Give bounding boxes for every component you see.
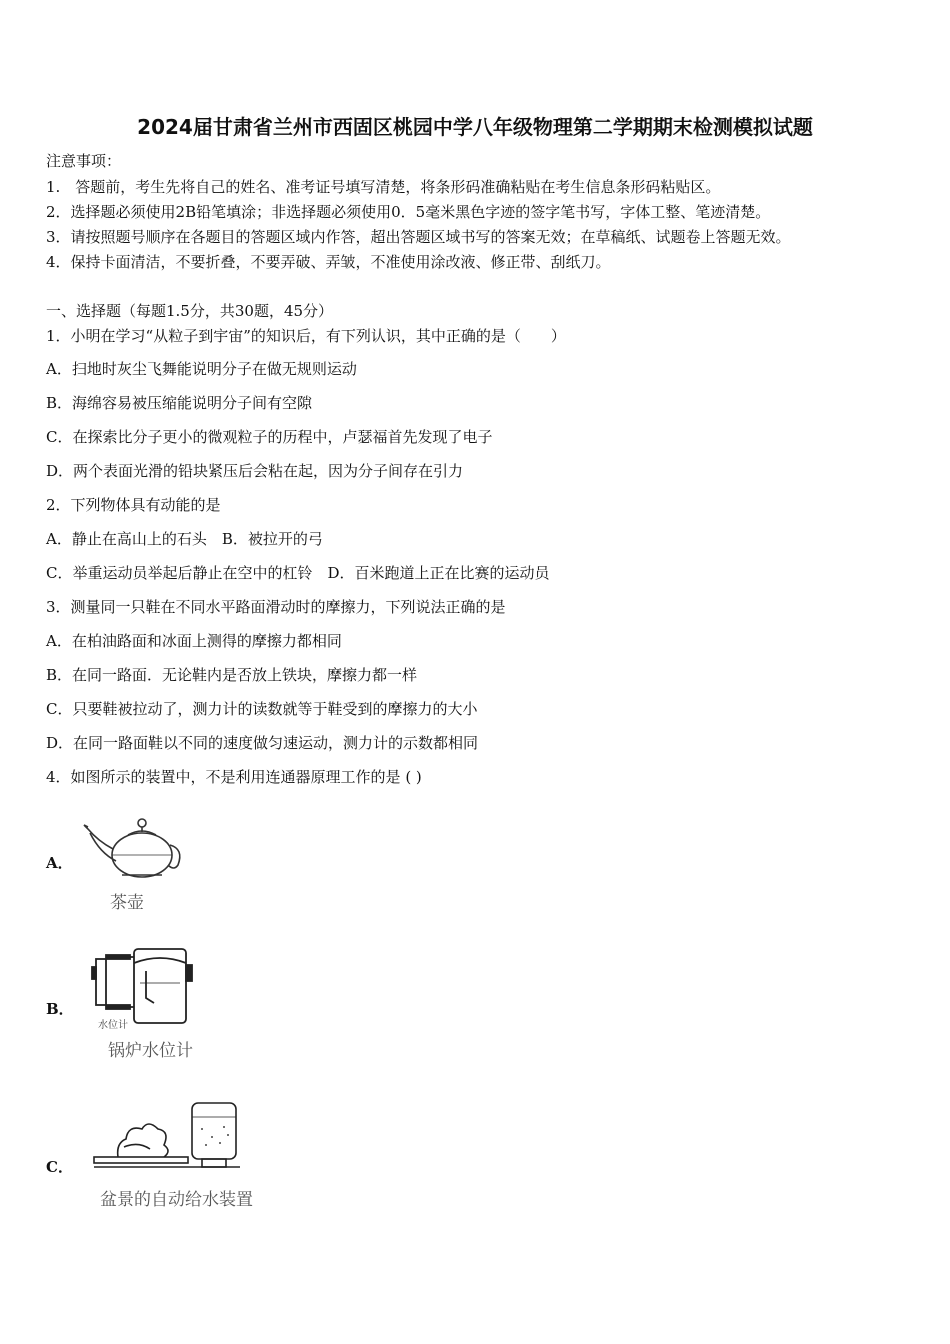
bonsai-caption: 盆景的自动给水装置 bbox=[100, 1190, 253, 1210]
gauge-label: 水位计 bbox=[98, 1020, 128, 1031]
notice-item-2: 2．选择题必须使用2B铅笔填涂；非选择题必须使用0．5毫米黑色字迹的签字笔书写，字体工整、笔迹清楚。 bbox=[46, 203, 771, 221]
q4-option-b-label: B． bbox=[46, 1000, 74, 1018]
notice-heading: 注意事项： bbox=[46, 152, 122, 170]
teapot-icon bbox=[80, 805, 190, 885]
q3-stem: 3．测量同一只鞋在不同水平路面滑动时的摩擦力，下列说法正确的是 bbox=[46, 598, 506, 616]
teapot-caption: 茶壶 bbox=[110, 893, 144, 913]
bonsai-figure bbox=[88, 1095, 248, 1175]
q1-option-b: B．海绵容易被压缩能说明分子间有空隙 bbox=[46, 394, 313, 412]
notice-item-1: 1. 答题前，考生先将自己的姓名、准考证号填写清楚，将条形码准确粘贴在考生信息条形码粘贴区。 bbox=[46, 178, 721, 196]
q2-stem: 2．下列物体具有动能的是 bbox=[46, 496, 221, 514]
q1-stem: 1．小明在学习“从粒子到宇宙”的知识后，有下列认识，其中正确的是（ ） bbox=[46, 327, 566, 345]
q4-option-a-label: A． bbox=[46, 854, 73, 872]
notice-item-3: 3．请按照题号顺序在各题目的答题区域内作答，超出答题区域书写的答案无效；在草稿纸、试题卷上答题无效。 bbox=[46, 228, 791, 246]
exam-title: 2024届甘肃省兰州市西固区桃园中学八年级物理第二学期期末检测模拟试题 bbox=[137, 115, 813, 139]
q1-option-a: A．扫地时灰尘飞舞能说明分子在做无规则运动 bbox=[46, 360, 357, 378]
boiler-caption: 锅炉水位计 bbox=[108, 1041, 193, 1061]
q1-option-d: D．两个表面光滑的铅块紧压后会粘在起，因为分子间存在引力 bbox=[46, 462, 464, 480]
q2-options-ab: A．静止在高山上的石头 B．被拉开的弓 bbox=[46, 530, 323, 548]
bonsai-watering-icon bbox=[88, 1095, 248, 1175]
section-heading: 一、选择题（每题1.5分，共30题，45分） bbox=[46, 302, 334, 320]
q3-option-b: B．在同一路面．无论鞋内是否放上铁块，摩擦力都一样 bbox=[46, 666, 418, 684]
teapot-figure bbox=[80, 805, 190, 885]
q3-option-d: D．在同一路面鞋以不同的速度做匀速运动，测力计的示数都相同 bbox=[46, 734, 479, 752]
notice-item-4: 4．保持卡面清洁，不要折叠，不要弄破、弄皱，不准使用涂改液、修正带、刮纸刀。 bbox=[46, 253, 611, 271]
q1-option-c: C．在探索比分子更小的微观粒子的历程中，卢瑟福首先发现了电子 bbox=[46, 428, 493, 446]
q4-option-c-label: C． bbox=[46, 1158, 73, 1176]
q2-options-cd: C．举重运动员举起后静止在空中的杠铃 D．百米跑道上正在比赛的运动员 bbox=[46, 564, 550, 582]
q3-option-a: A．在柏油路面和冰面上测得的摩擦力都相同 bbox=[46, 632, 342, 650]
q3-option-c: C．只要鞋被拉动了，测力计的读数就等于鞋受到的摩擦力的大小 bbox=[46, 700, 478, 718]
q4-stem: 4．如图所示的装置中，不是利用连通器原理工作的是 ( ) bbox=[46, 768, 422, 786]
